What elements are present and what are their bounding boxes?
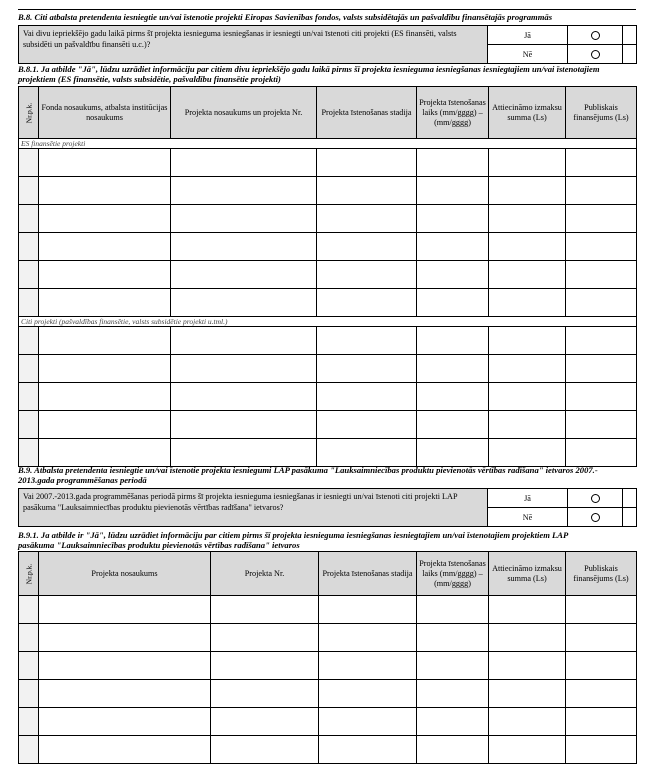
table-row xyxy=(19,652,637,680)
b8-no-radio[interactable] xyxy=(591,50,600,59)
table-row xyxy=(19,177,637,205)
b81-header-project: Projekta nosaukums un projekta Nr. xyxy=(171,87,317,139)
b9-question-table xyxy=(18,488,637,527)
b9-title-line2: 2013.gada programmēšanas periodā xyxy=(18,475,147,485)
b81-projects-table xyxy=(18,86,637,467)
b81-section-other: Citi projekti (pašvaldības finansētie, valsts subsidētie projekti u.tml.) xyxy=(19,317,637,327)
table-row xyxy=(19,411,637,439)
b8-yes-radio[interactable] xyxy=(591,31,600,40)
table-row xyxy=(19,383,637,411)
table-row xyxy=(19,624,637,652)
b81-header-fund: Fonda nosaukums, atbalsta institūcijas nosaukums xyxy=(39,87,171,139)
b81-header-public: Publiskais finansējums (Ls) xyxy=(566,87,637,139)
b91-header-stage: Projekta īstenošanas stadija xyxy=(319,552,417,596)
b91-header-project-name: Projekta nosaukums xyxy=(39,552,211,596)
b91-header-nr: Nr.p.k. xyxy=(19,552,39,596)
b9-title-line1: B.9. Atbalsta pretendenta iesniegtie un/vai īstenotie projekta iesniegumi LAP pasākuma "Lauksaimniecības produktu pievienotās vērtības radīšana" ietvaros 2007.- xyxy=(18,465,598,475)
b8-no-label: Nē xyxy=(488,45,568,64)
b91-header-eligible: Attiecināmo izmaksu summa (Ls) xyxy=(489,552,566,596)
b81-title-line2: projektiem (ES finansētie, valsts subsidētie, pašvaldību finansētie projekti) xyxy=(18,74,281,84)
table-row xyxy=(19,439,637,467)
b8-yes-label: Jā xyxy=(488,26,568,45)
b81-header-nr: Nr.p.k. xyxy=(19,87,39,139)
b81-section-eu: ES finansētie projekti xyxy=(19,139,637,149)
b81-header-stage: Projekta īstenošanas stadija xyxy=(317,87,417,139)
b81-title-line1: B.8.1. Ja atbilde "Jā", lūdzu uzrādiet informāciju par citiem divu iepriekšējo gadu laikā pirms šī projekta iesnieguma iesniegšanas iesniegtajiem un/vai īstenotajiem xyxy=(18,64,600,74)
table-row xyxy=(19,289,637,317)
b91-projects-table xyxy=(18,551,637,764)
b81-header-eligible: Attiecināmo izmaksu summa (Ls) xyxy=(489,87,566,139)
table-row xyxy=(19,261,637,289)
b8-question: Vai divu iepriekšējo gadu laikā pirms šī projekta iesnieguma iesniegšanas ir iesniegti un/vai īstenoti citi projekti (ES finansēti, valsts subsidēti un pašvaldību finansēti u.c.)? xyxy=(19,26,488,64)
table-row xyxy=(19,149,637,177)
b9-yes-label: Jā xyxy=(488,489,568,508)
b81-header-period: Projekta īstenošanas laiks (mm/gggg) – (mm/gggg) xyxy=(417,87,489,139)
b91-title-line1: B.9.1. Ja atbilde ir "Jā", lūdzu uzrādiet informāciju par citiem pirms šī projekta iesnieguma iesniegšanas iesniegtajiem un/vai īstenotajiem projektiem LAP xyxy=(18,530,569,540)
b9-yes-radio[interactable] xyxy=(591,494,600,503)
table-row xyxy=(19,736,637,764)
table-row xyxy=(19,327,637,355)
b9-no-radio[interactable] xyxy=(591,513,600,522)
b8-title: B.8. Citi atbalsta pretendenta iesniegtie un/vai īstenotie projekti Eiropas Savienības fondos, valsts subsidētajās un pašvaldību finansētajās programmās xyxy=(18,12,553,22)
table-row xyxy=(19,233,637,261)
table-row xyxy=(19,205,637,233)
b91-header-period: Projekta īstenošanas laiks (mm/gggg) – (mm/gggg) xyxy=(417,552,489,596)
b9-question: Vai 2007.-2013.gada programmēšanas periodā pirms šī projekta iesnieguma iesniegšanas ir iesniegti un/vai īstenoti citi projekti LAP pasākuma "Lauksaimniecības produktu pievienotās vērtības radīšana" ietvaros? xyxy=(19,489,488,527)
top-rule xyxy=(18,9,636,10)
table-row xyxy=(19,708,637,736)
table-row xyxy=(19,680,637,708)
b9-no-label: Nē xyxy=(488,508,568,527)
table-row xyxy=(19,596,637,624)
b91-header-public: Publiskais finansējums (Ls) xyxy=(566,552,637,596)
b8-question-table xyxy=(18,25,637,64)
b91-header-project-nr: Projekta Nr. xyxy=(211,552,319,596)
b91-title-line2: pasākuma "Lauksaimniecības produktu pievienotās vērtības radīšana" ietvaros xyxy=(18,540,300,550)
table-row xyxy=(19,355,637,383)
